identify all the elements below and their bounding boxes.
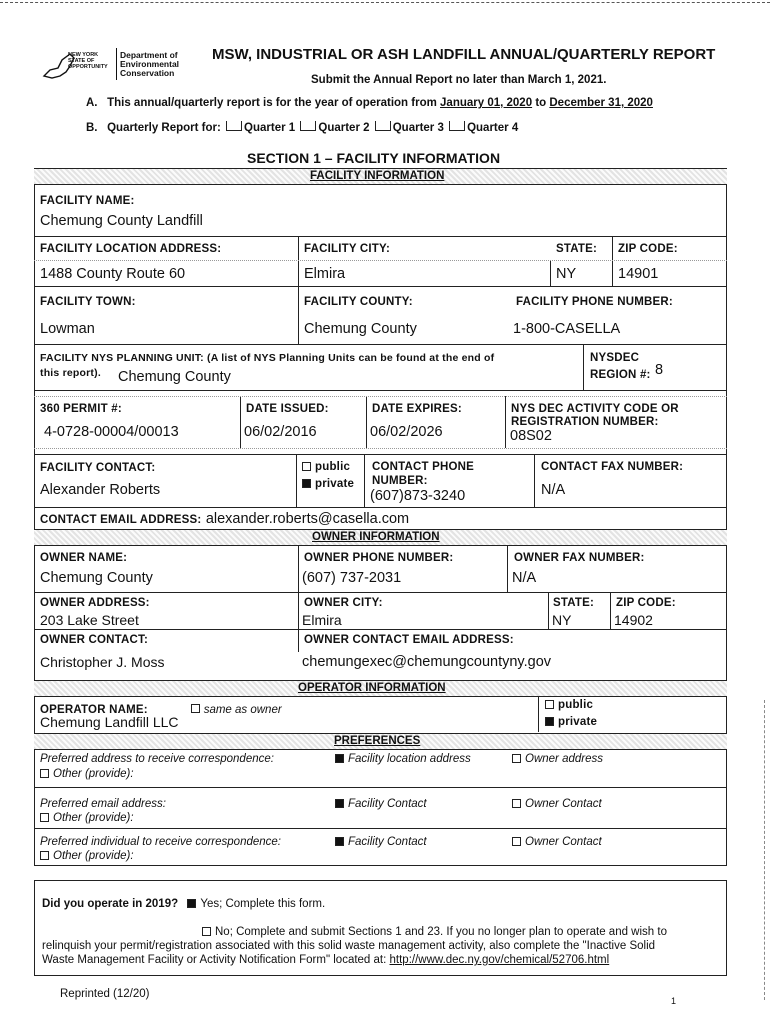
facility-town-label: FACILITY TOWN: xyxy=(40,296,136,308)
owner-fax-label: OWNER FAX NUMBER: xyxy=(514,552,645,564)
owner-contact-value[interactable]: Christopher J. Moss xyxy=(40,654,165,670)
pref-email-opt2-checkbox[interactable] xyxy=(512,799,521,808)
reprinted-note: Reprinted (12/20) xyxy=(60,988,150,1000)
agency-line-1: Department of xyxy=(120,50,178,60)
owner-phone-value[interactable]: (607) 737-2031 xyxy=(302,570,402,586)
operator-banner: OPERATOR INFORMATION xyxy=(34,680,727,697)
logo-text-1: NEW YORK xyxy=(68,52,99,58)
contact-phone-label: CONTACT PHONE xyxy=(372,461,475,473)
owner-fax-value[interactable]: N/A xyxy=(512,570,537,586)
operate-yes-text: Yes; Complete this form. xyxy=(200,898,326,910)
public-checkbox[interactable] xyxy=(302,462,311,471)
quarter-1-label: Quarter 1 xyxy=(244,122,296,134)
quarter-3-label: Quarter 3 xyxy=(392,122,444,134)
line-a-prefix: A. xyxy=(86,97,98,109)
date-issued-label: DATE ISSUED: xyxy=(246,403,329,415)
contact-email-value[interactable]: alexander.roberts@casella.com xyxy=(205,511,410,527)
same-as-owner-checkbox[interactable] xyxy=(191,704,200,713)
owner-city-label: OWNER CITY: xyxy=(304,597,383,609)
quarter-4-blank[interactable] xyxy=(449,121,465,131)
line-a-to-word: to xyxy=(535,97,547,109)
operator-public-label: public xyxy=(558,699,594,711)
owner-email-value[interactable]: chemungexec@chemungcountyny.gov xyxy=(302,654,552,670)
pref-email-opt1[interactable]: Facility Contact xyxy=(335,798,427,810)
inactive-form-link[interactable]: http://www.dec.ny.gov/chemical/52706.html xyxy=(389,954,610,966)
facility-county-label: FACILITY COUNTY: xyxy=(304,296,413,308)
line-a xyxy=(86,97,653,109)
pref-address-opt1[interactable]: Facility location address xyxy=(335,753,471,765)
pref-address-opt2-checkbox[interactable] xyxy=(512,754,521,763)
facility-address-label: FACILITY LOCATION ADDRESS: xyxy=(40,243,222,255)
pref-individual-opt1[interactable]: Facility Contact xyxy=(335,836,427,848)
planning-unit-value[interactable]: Chemung County xyxy=(118,369,231,385)
contact-fax-value[interactable]: N/A xyxy=(541,482,566,498)
activity-code-value[interactable]: 08S02 xyxy=(510,428,552,444)
activity-code-label: NYS DEC ACTIVITY CODE OR xyxy=(511,403,679,415)
operator-private-label: private xyxy=(558,716,598,728)
logo-text-3: OPPORTUNITY xyxy=(68,64,108,70)
date-expires-value[interactable]: 06/02/2026 xyxy=(370,424,443,440)
quarter-3-blank[interactable] xyxy=(375,121,391,131)
report-title: MSW, INDUSTRIAL OR ASH LANDFILL ANNUAL/QUARTERLY REPORT xyxy=(212,46,716,63)
operator-name-label: OPERATOR NAME: xyxy=(40,704,148,716)
owner-contact-label: OWNER CONTACT: xyxy=(40,634,148,646)
year-from: January 01, 2020 xyxy=(440,97,533,109)
contact-phone-value[interactable]: (607)873-3240 xyxy=(370,488,466,504)
contact-email-row xyxy=(40,510,409,528)
line-b-text: Quarterly Report for: xyxy=(107,122,221,134)
pref-address-question: Preferred address to receive correspondence: xyxy=(40,753,274,765)
facility-state-label: STATE: xyxy=(556,243,598,255)
section-title: SECTION 1 – FACILITY INFORMATION xyxy=(247,150,501,166)
pref-individual-question: Preferred individual to receive correspondence: xyxy=(40,836,281,848)
owner-email-label: OWNER CONTACT EMAIL ADDRESS: xyxy=(304,634,514,646)
pref-email-other-checkbox[interactable] xyxy=(40,813,49,822)
nys-dec-logo xyxy=(40,46,116,84)
owner-state-value[interactable]: NY xyxy=(552,612,572,628)
contact-private-option[interactable] xyxy=(302,478,354,490)
owner-state-label: STATE: xyxy=(553,597,595,609)
owner-zip-value[interactable]: 14902 xyxy=(614,612,653,628)
facility-county-value[interactable]: Chemung County xyxy=(304,321,417,337)
operator-private-checkbox[interactable] xyxy=(545,717,554,726)
permit-label: 360 PERMIT #: xyxy=(40,403,122,415)
pref-individual-other[interactable]: Other (provide): xyxy=(40,850,134,862)
top-border xyxy=(0,2,770,3)
line-a-text: This annual/quarterly report is for the year of operation from xyxy=(107,97,437,109)
operate-no-text-2: relinquish your permit/registration associated with this solid waste management activity, also complete the "Inactive Solid xyxy=(42,940,656,952)
public-label: public xyxy=(315,461,351,473)
agency-line-2: Environmental xyxy=(120,59,180,69)
facility-address-value[interactable]: 1488 County Route 60 xyxy=(40,266,186,282)
region-label-2: REGION #: xyxy=(590,369,651,381)
logo-text-2: STATE OF xyxy=(68,58,95,64)
private-label: private xyxy=(315,478,355,490)
facility-state-value[interactable]: NY xyxy=(556,266,577,282)
pref-address-other-checkbox[interactable] xyxy=(40,769,49,778)
private-checkbox[interactable] xyxy=(302,479,311,488)
quarter-2-label: Quarter 2 xyxy=(318,122,370,134)
owner-phone-label: OWNER PHONE NUMBER: xyxy=(304,552,454,564)
owner-banner: OWNER INFORMATION xyxy=(34,529,727,546)
facility-contact-value[interactable]: Alexander Roberts xyxy=(40,482,161,498)
quarter-2-blank[interactable] xyxy=(300,121,316,131)
pref-address-opt1-checkbox[interactable] xyxy=(335,754,344,763)
operate-no-row xyxy=(202,926,667,938)
date-issued-value[interactable]: 06/02/2016 xyxy=(244,424,317,440)
operator-public-checkbox[interactable] xyxy=(545,700,554,709)
report-subtitle: Submit the Annual Report no later than March 1, 2021. xyxy=(311,74,607,86)
pref-email-opt1-checkbox[interactable] xyxy=(335,799,344,808)
planning-unit-label: FACILITY NYS PLANNING UNIT: (A list of NYS Planning Units can be found at the end of xyxy=(40,352,495,364)
facility-name-value[interactable]: Chemung County Landfill xyxy=(40,213,203,229)
region-label: NYSDEC xyxy=(590,352,640,364)
facility-city-label: FACILITY CITY: xyxy=(304,243,391,255)
contact-fax-label: CONTACT FAX NUMBER: xyxy=(541,461,684,473)
facility-town-value[interactable]: Lowman xyxy=(40,321,95,337)
operate-no-text: No; Complete and submit Sections 1 and 23. If you no longer plan to operate and wish to xyxy=(215,926,667,938)
permit-value[interactable]: 4-0728-00004/00013 xyxy=(44,424,179,440)
line-b-prefix: B. xyxy=(86,122,98,134)
operate-no-checkbox[interactable] xyxy=(202,927,211,936)
same-as-owner-label: same as owner xyxy=(203,704,282,716)
facility-name-label: FACILITY NAME: xyxy=(40,195,135,207)
owner-zip-label: ZIP CODE: xyxy=(616,597,676,609)
facility-phone-value[interactable]: 1-800-CASELLA xyxy=(513,321,621,337)
pref-individual-opt1-checkbox[interactable] xyxy=(335,837,344,846)
pref-address-other[interactable]: Other (provide): xyxy=(40,768,134,780)
preferences-banner: PREFERENCES xyxy=(34,733,727,750)
facility-phone-label: FACILITY PHONE NUMBER: xyxy=(516,296,673,308)
operator-private-option[interactable] xyxy=(545,716,597,728)
agency-name xyxy=(120,51,179,78)
operator-public-option[interactable] xyxy=(545,699,593,711)
operate-yes-checkbox[interactable] xyxy=(187,899,196,908)
facility-banner: FACILITY INFORMATION xyxy=(34,168,727,185)
facility-city-value[interactable]: Elmira xyxy=(304,266,346,282)
contact-phone-label-2: NUMBER: xyxy=(372,475,428,487)
contact-email-label: CONTACT EMAIL ADDRESS: xyxy=(40,514,202,526)
year-to: December 31, 2020 xyxy=(549,97,653,109)
pref-address-opt2[interactable]: Owner address xyxy=(512,753,603,765)
region-value[interactable]: 8 xyxy=(655,362,664,378)
operate-question-row xyxy=(42,898,325,910)
contact-public-option[interactable] xyxy=(302,461,350,473)
activity-code-label-2: REGISTRATION NUMBER: xyxy=(511,416,659,428)
facility-zip-label: ZIP CODE: xyxy=(618,243,678,255)
agency-line-3: Conservation xyxy=(120,68,175,78)
owner-city-value[interactable]: Elmira xyxy=(302,612,342,628)
planning-unit-label-2: this report). xyxy=(40,367,101,379)
page-number: 1 xyxy=(671,996,677,1006)
owner-name-value[interactable]: Chemung County xyxy=(40,570,153,586)
owner-address-label: OWNER ADDRESS: xyxy=(40,597,150,609)
pref-individual-opt2-checkbox[interactable] xyxy=(512,837,521,846)
line-b xyxy=(86,121,518,134)
pref-individual-opt2[interactable]: Owner Contact xyxy=(512,836,602,848)
facility-contact-label: FACILITY CONTACT: xyxy=(40,462,156,474)
pref-individual-other-checkbox[interactable] xyxy=(40,851,49,860)
scan-edge-marks xyxy=(764,700,765,1000)
owner-address-value[interactable]: 203 Lake Street xyxy=(40,612,139,628)
pref-email-other[interactable]: Other (provide): xyxy=(40,812,134,824)
pref-email-question: Preferred email address: xyxy=(40,798,166,810)
owner-name-label: OWNER NAME: xyxy=(40,552,128,564)
quarter-4-label: Quarter 4 xyxy=(467,122,519,134)
date-expires-label: DATE EXPIRES: xyxy=(372,403,462,415)
operate-no-row-3 xyxy=(42,954,609,966)
logo-divider xyxy=(116,48,117,80)
quarter-1-blank[interactable] xyxy=(226,121,242,131)
operate-no-text-3: Waste Management Facility or Activity Notification Form" located at: xyxy=(42,954,387,966)
facility-zip-value[interactable]: 14901 xyxy=(618,266,659,282)
operate-question: Did you operate in 2019? xyxy=(42,898,179,910)
operator-name-value[interactable]: Chemung Landfill LLC xyxy=(40,714,179,730)
pref-email-opt2[interactable]: Owner Contact xyxy=(512,798,602,810)
